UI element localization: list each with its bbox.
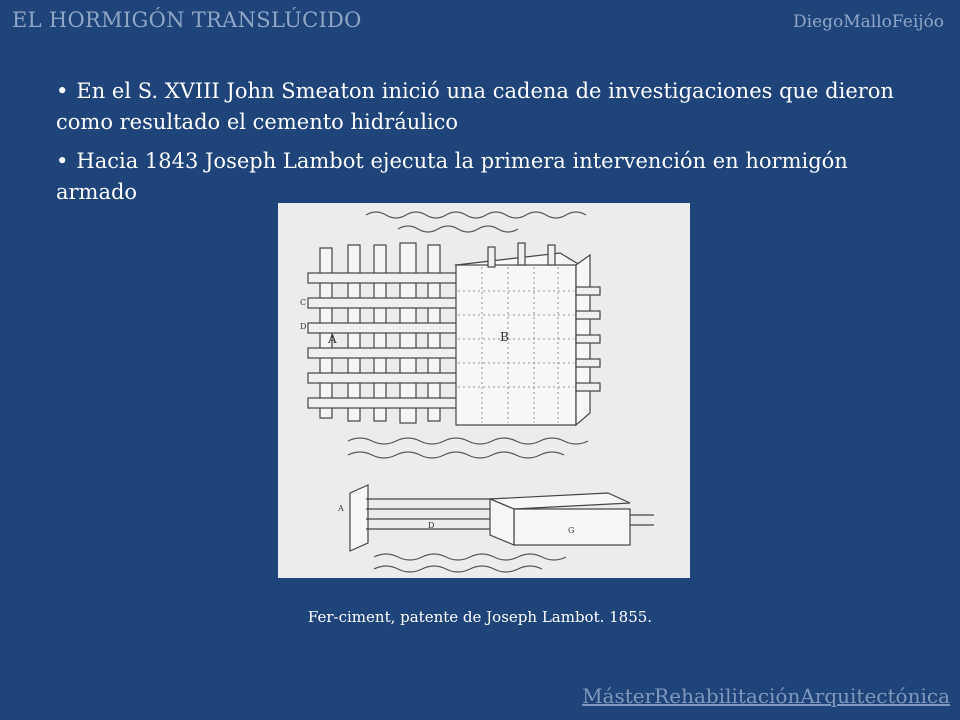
bullet-list bbox=[56, 76, 926, 216]
svg-text:D: D bbox=[428, 521, 435, 530]
figure-caption: Fer-ciment, patente de Joseph Lambot. 1855. bbox=[307, 608, 653, 626]
svg-text:B: B bbox=[500, 330, 509, 344]
svg-text:G: G bbox=[568, 526, 575, 535]
bullet-text: Hacia 1843 Joseph Lambot ejecuta la primera intervención en hormigón armado bbox=[56, 149, 848, 204]
svg-text:D: D bbox=[300, 322, 307, 331]
author-name: DiegoMalloFeijóo bbox=[793, 12, 944, 32]
bullet-text: En el S. XVIII John Smeaton inició una cadena de investigaciones que dieron como resultado el cemento hidráulico bbox=[56, 79, 894, 134]
lambot-patent-drawing bbox=[278, 203, 690, 578]
slide-title: EL HORMIGÓN TRANSLÚCIDO bbox=[12, 8, 362, 32]
svg-text:C: C bbox=[300, 298, 307, 307]
svg-text:A: A bbox=[338, 504, 344, 513]
bullet-item: • Hacia 1843 Joseph Lambot ejecuta la primera intervención en hormigón armado bbox=[56, 149, 848, 204]
footer-link[interactable]: MásterRehabilitaciónArquitectónica bbox=[582, 684, 950, 708]
svg-text:A: A bbox=[328, 332, 337, 346]
bullet-item: • En el S. XVIII John Smeaton inició una cadena de investigaciones que dieron como resultado el cemento hidráulico bbox=[56, 79, 894, 134]
